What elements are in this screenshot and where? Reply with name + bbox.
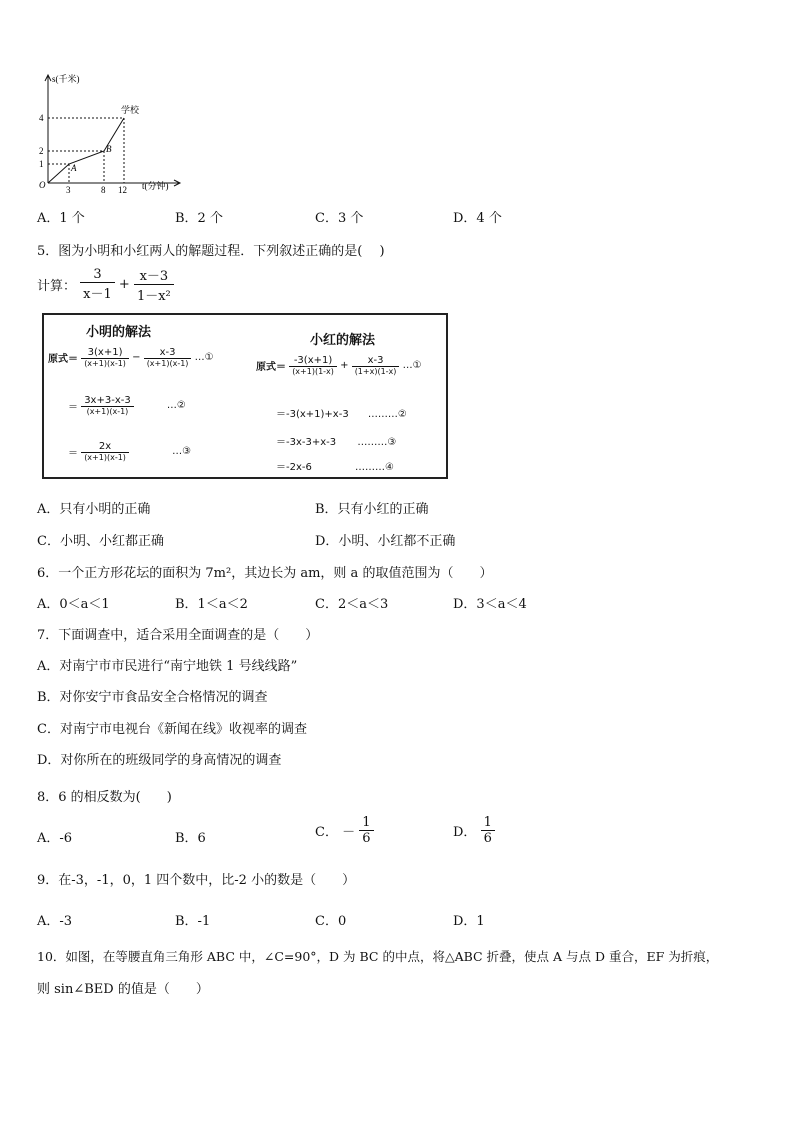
xh-step1-b-den: (1+x)(1-x) [354, 367, 397, 376]
q8-c-den: 6 [362, 831, 371, 846]
q6-stem: 6．一个正方形花坛的面积为 7m²，其边长为 am，则 a 的取值范围为（ ） [37, 566, 493, 581]
xiaoming-title: 小明的解法 [86, 325, 152, 340]
y-tick-1: 1 [39, 159, 44, 169]
xm-step1-frac-b [144, 347, 192, 368]
q8-c-num: 1 [359, 815, 373, 831]
q7-option-c[interactable]: C．对南宁市电视台《新闻在线》收视率的调查 [37, 722, 307, 737]
q8-option-a[interactable]: A．-6 [37, 831, 73, 846]
calc-frac-1-num: 3 [80, 267, 115, 283]
solutions-box [42, 313, 448, 479]
q8-option-b[interactable]: B．6 [175, 831, 206, 846]
q6-option-a[interactable]: A．0＜a＜1 [37, 597, 110, 612]
q10-stem-line-1: 10．如图，在等腰直角三角形 ABC 中，∠C=90°，D 为 BC 的中点，将△ABC 折叠，使点 A 与点 D 重合，EF 为折痕， [37, 949, 719, 964]
xm-step3: ＝ $\frac{2x}{(x+1)(x-1)}$ …③ [68, 441, 192, 462]
q9-option-a[interactable]: A．-3 [37, 914, 73, 929]
q9-option-d[interactable]: D．1 [453, 914, 485, 929]
xh-step4 [276, 458, 394, 473]
q4-option-d[interactable]: D．4 个 [453, 211, 502, 226]
q6-option-b[interactable]: B．1＜a＜2 [175, 597, 248, 612]
xm-step1-b-num: x-3 [144, 347, 192, 359]
x-tick-12: 12 [118, 185, 127, 195]
q8-option-c-label: C． [315, 825, 338, 840]
q9-option-b[interactable]: B．-1 [175, 914, 211, 929]
school-label: 学校 [121, 105, 140, 115]
q5-stem: 5．图为小明和小红两人的解题过程．下列叙述正确的是( ) [37, 244, 385, 259]
xm-step1-a-num: 3(x+1) [81, 347, 129, 359]
q7-option-b[interactable]: B．对你安宁市食品安全合格情况的调查 [37, 690, 268, 705]
x-tick-3: 3 [66, 185, 71, 195]
q9-option-c[interactable]: C．0 [315, 914, 347, 929]
xm-prefix: 原式＝ [48, 354, 78, 365]
xh-step1-a-num: -3(x+1) [289, 355, 337, 367]
xm-tag-3: …③ [172, 446, 192, 457]
xh-tag-3: ………③ [357, 437, 397, 448]
xm-step2-den: (x+1)(x-1) [86, 407, 129, 416]
q6-option-c[interactable]: C．2＜a＜3 [315, 597, 389, 612]
q8-d-den: 6 [483, 831, 492, 846]
y-axis-label: s(千米) [52, 74, 80, 84]
xm-step2: ＝ $\frac{3x+3-x-3}{(x+1)(x-1)}$ …② [68, 395, 186, 416]
origin-label: O [39, 180, 46, 190]
q7-stem: 7．下面调查中，适合采用全面调查的是（ ） [37, 628, 319, 643]
q9-stem: 9．在-3，-1，0，1 四个数中，比-2 小的数是（ ） [37, 873, 356, 888]
q7-option-a[interactable]: A．对南宁市市民进行“南宁地铁 1 号线线路” [37, 659, 298, 674]
xh-step2 [276, 405, 407, 420]
q8-d-num: 1 [481, 815, 495, 831]
calc-frac-1-den: x－1 [83, 287, 112, 302]
point-a-label: A [71, 163, 77, 173]
q5-option-a[interactable]: A．只有小明的正确 [37, 502, 151, 517]
point-b-label: B [106, 144, 112, 154]
distance-time-graph [30, 70, 190, 195]
q8-option-c[interactable] [315, 815, 374, 846]
q10-stem-line-2: 则 sin∠BED 的值是（ ） [37, 982, 209, 997]
q4-option-c[interactable]: C．3 个 [315, 211, 364, 226]
xm-step2-frac [81, 395, 134, 416]
x-tick-8: 8 [101, 185, 106, 195]
q5-option-b[interactable]: B．只有小红的正确 [315, 502, 429, 517]
xm-step3-frac [81, 441, 129, 462]
q4-option-b[interactable]: B．2 个 [175, 211, 223, 226]
xh-tag-4: ………④ [355, 462, 395, 473]
xh-step1-frac-a [289, 355, 337, 376]
xm-tag-1: …① [194, 352, 214, 363]
q8-option-d-frac [481, 815, 495, 846]
calc-frac-1 [80, 267, 115, 302]
xiaohong-title: 小红的解法 [310, 333, 376, 348]
xm-step1-a-den: (x+1)(x-1) [84, 359, 126, 368]
xh-step2-expr: ＝-3(x+1)+x-3 [276, 409, 349, 420]
xm-step1: 原式＝ $\frac{3(x+1)}{(x+1)(x-1)}$ − $\frac{x-3}{(x+1)(x-1)}$ …① [48, 347, 214, 368]
xm-step3-den: (x+1)(x-1) [84, 453, 126, 462]
xh-step3 [276, 433, 396, 448]
q4-option-a[interactable]: A．1 个 [37, 211, 85, 226]
xh-prefix: 原式＝ [256, 362, 286, 373]
q7-option-d[interactable]: D．对你所在的班级同学的身高情况的调查 [37, 753, 282, 768]
x-axis-label: t(分钟) [142, 181, 169, 191]
q8-option-d-label: D． [453, 825, 477, 840]
xm-step1-b-den: (x+1)(x-1) [146, 359, 189, 368]
q5-option-d[interactable]: D．小明、小红都不正确 [315, 534, 456, 549]
calc-frac-2-den: 1－x² [136, 289, 171, 304]
q8-option-d[interactable] [453, 815, 495, 846]
xm-tag-2: …② [166, 400, 186, 411]
xh-step3-expr: ＝-3x-3+x-3 [276, 437, 337, 448]
xh-tag-1: …① [402, 360, 422, 371]
y-tick-2: 2 [39, 146, 44, 156]
q6-option-d[interactable]: D．3＜a＜4 [453, 597, 527, 612]
y-tick-4: 4 [39, 113, 44, 123]
q8-option-c-sign: － [342, 825, 356, 840]
xm-step1-frac-a [81, 347, 129, 368]
q5-option-c[interactable]: C．小明、小红都正确 [37, 534, 164, 549]
xm-step3-num: 2x [81, 441, 129, 453]
calc-label: 计算： [37, 279, 77, 294]
xh-step1-a-den: (x+1)(1-x) [292, 367, 334, 376]
xh-step1: 原式＝ $\frac{-3(x+1)}{(x+1)(1-x)}$ + $\frac{x-3}{(1+x)(1-x)}$ …① [256, 355, 422, 376]
xh-step1-frac-b [352, 355, 400, 376]
calc-plus: + [118, 277, 130, 292]
q5-calc [37, 265, 174, 304]
xh-tag-2: ………② [367, 409, 407, 420]
q8-option-c-frac [359, 815, 373, 846]
xh-step4-expr: ＝-2x-6 [276, 462, 312, 473]
calc-frac-2 [134, 265, 174, 304]
xh-step1-b-num: x-3 [352, 355, 400, 367]
xm-step2-num: 3x+3-x-3 [81, 395, 134, 407]
q8-stem: 8．6 的相反数为( ) [37, 790, 172, 805]
calc-frac-2-num: x－3 [134, 265, 174, 285]
